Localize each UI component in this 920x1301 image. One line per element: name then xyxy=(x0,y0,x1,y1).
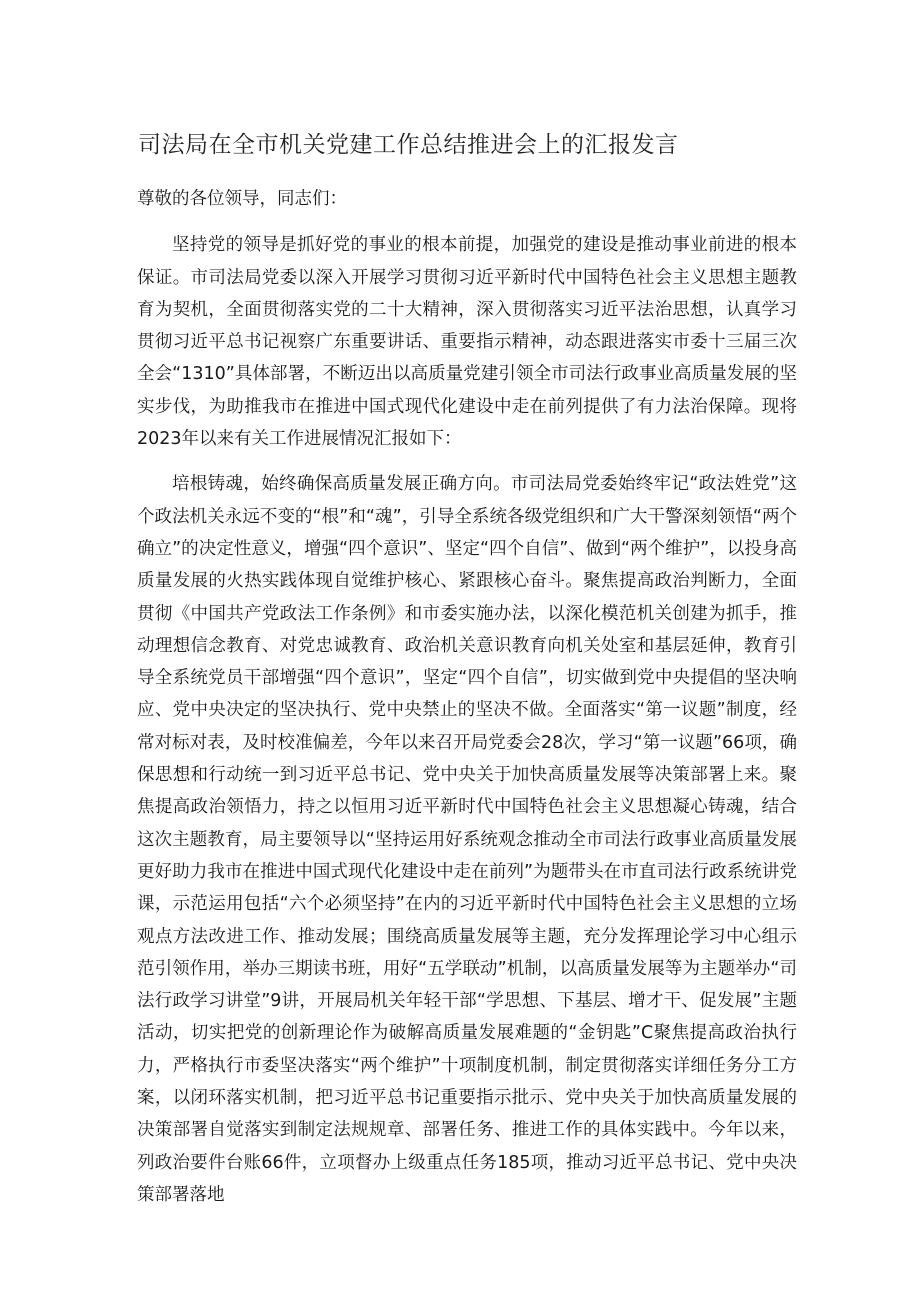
document-body xyxy=(137,183,797,1224)
salutation: 尊敬的各位领导，同志们： xyxy=(137,189,347,209)
paragraph-intro: 坚持党的领导是抓好党的事业的根本前提，加强党的建设是推动事业前进的根本保证。市司法局党委以深入开展学习贯彻习近平新时代中国特色社会主义思想主题教育为契机，全面贯彻落实党的二十大精神，深入贯彻落实习近平法治思想，认真学习贯彻习近平总书记视察广东重要讲话、重要指示精神，动态跟进落实市委十三届三次全会“1310”具体部署，不断迈出以高质量党建引领全市司法行政事业高质量发展的坚实步伐，为助推我市在推进中国式现代化建设中走在前列提供了有力法治保障。现将2023年以来有关工作进展情况汇报如下： xyxy=(137,235,797,450)
document-title: 司法局在全市机关党建工作总结推进会上的汇报发言 xyxy=(138,132,679,158)
paragraph-section-1: 培根铸魂，始终确保高质量发展正确方向。市司法局党委始终牢记“政法姓党”这个政法机关永远不变的“根”和“魂”，引导全系统各级党组织和广大干警深刻领悟“两个确立”的决定性意义，增强“四个意识”、坚定“四个自信”、做到“两个维护”，以投身高质量发展的火热实践体现自觉维护核心、紧跟核心奋斗。聚焦提高政治判断力，全面贯彻《中国共产党政法工作条例》和市委实施办法，以深化模范机关创建为抓手，推动理想信念教育、对党忠诚教育、政治机关意识教育向机关处室和基层延伸，教育引导全系统党员干部增强“四个意识”，坚定“四个自信”，切实做到党中央提倡的坚决响应、党中央决定的坚决执行、党中央禁止的坚决不做。全面落实“第一议题”制度，经常对标对表，及时校准偏差，今年以来召开局党委会28次，学习“第一议题”66项，确保思想和行动统一到习近平总书记、党中央关于加快高质量发展等决策部署上来。聚焦提高政治领悟力，持之以恒用习近平新时代中国特色社会主义思想凝心铸魂，结合这次主题教育，局主要领导以“坚持运用好系统观念推动全市司法行政事业高质量发展更好助力我市在推进中国式现代化建设中走在前列”为题带头在市直司法行政系统讲党课，示范运用包括“六个必须坚持”在内的习近平新时代中国特色社会主义思想的立场观点方法改进工作、推动发展；围绕高质量发展等主题，充分发挥理论学习中心组示范引领作用，举办三期读书班，用好“五学联动”机制，以高质量发展等为主题举办“司法行政学习讲堂”9讲，开展局机关年轻干部“学思想、下基层、增才干、促发展”主题活动，切实把党的创新理论作为破解高质量发展难题的“金钥匙”C聚焦提高政治执行力，严格执行市委坚决落实“两个维护”十项制度机制，制定贯彻落实详细任务分工方案，以闭环落实机制，把习近平总书记重要指示批示、党中央关于加快高质量发展的决策部署自觉落实到制定法规规章、部署任务、推进工作的具体实践中。今年以来，列政治要件台账66件，立项督办上级重点任务185项，推动习近平总书记、党中央决策部署落地 xyxy=(137,474,797,1205)
